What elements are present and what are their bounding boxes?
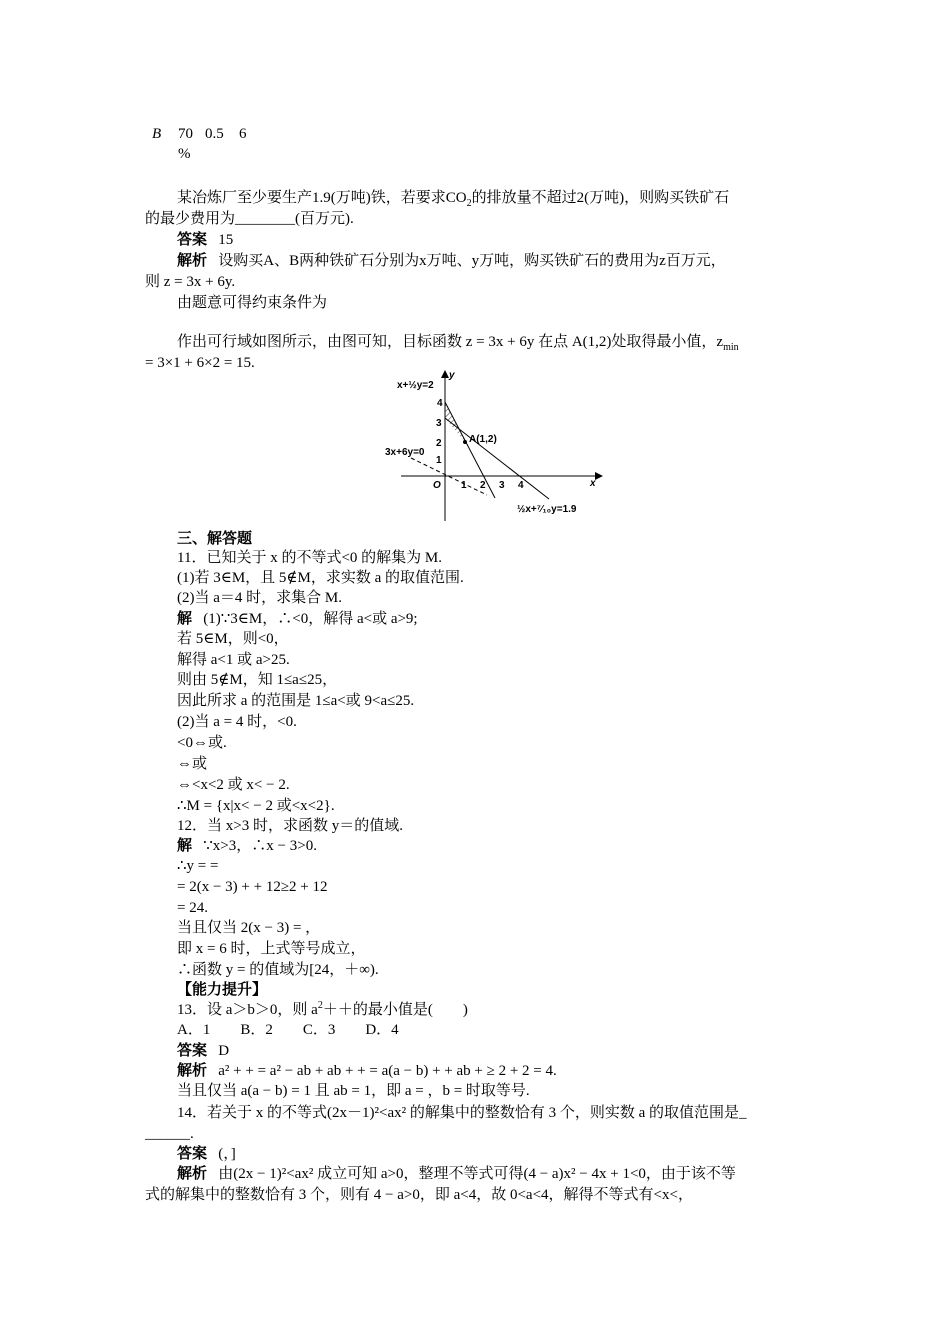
answer-value: (，] (218, 1146, 236, 1162)
table-cell-b: B (152, 126, 162, 142)
origin-label: O (433, 480, 441, 491)
q12-solution-3: = 2(x − 3) + + 12≥2 + 12 (177, 879, 328, 895)
y-tick-1: 1 (436, 455, 442, 466)
constraint-line-1 (445, 402, 495, 498)
table-cell-70: 70 (178, 126, 193, 142)
table-cell-percent: % (178, 146, 191, 162)
answer-label: 答案 (177, 1146, 208, 1162)
q12-stem: 12．当 x>3 时，求函数 y＝的值域. (177, 818, 403, 834)
q11-solution-6: (2)当 a = 4 时，<0. (177, 714, 297, 730)
answer-value: 15 (218, 232, 234, 248)
q14-stem-1: 14．若关于 x 的不等式(2x－1)²<ax² 的解集中的整数恰有 3 个，则实数 a 的取值范围是_ (177, 1105, 747, 1121)
feasible-region-graph (383, 366, 603, 524)
analysis-sub: min (723, 342, 739, 353)
q12-solution-6: 即 x = 6 时，上式等号成立， (177, 941, 366, 957)
x-axis-arrow (595, 472, 603, 480)
q11-part2: (2)当 a＝4 时，求集合 M. (177, 590, 342, 606)
q10-stem-sub: 2 (466, 198, 472, 209)
q14-analysis-1 (177, 1164, 736, 1184)
point-a-label: A(1,2) (469, 434, 497, 445)
analysis-text: 作出可行域如图所示，由图可知，目标函数 z = 3x + 6y 在点 A(1,2)处取得最小值，z (177, 334, 724, 350)
solution-text: (1)∵3∈M，∴<0，解得 a<或 a>9; (203, 611, 418, 627)
q12-solution-7: ∴函数 y = 的值域为[24，＋∞). (177, 962, 379, 978)
q13-stem-sup: 2 (317, 1000, 323, 1011)
q10-stem-part2: 的排放量不超过2(万吨)，则购买铁矿石 (471, 190, 730, 206)
q10-analysis-line2: 则 z = 3x + 6y. (145, 274, 236, 290)
q13-options: A．1 B．2 C．3 D．4 (177, 1022, 399, 1038)
q11-solution-10: ∴M = {x|x< − 2 或<x<2}. (177, 798, 335, 814)
analysis-text: 设购买A、B两种铁矿石分别为x万吨、y万吨，购买铁矿石的费用为z百万元， (218, 253, 726, 269)
q11-part1: (1)若 3∈M，且 5∉M，求实数 a 的取值范围. (177, 570, 464, 586)
analysis-text: a² + + = a² − ab + ab + + = a(a − b) + + ab + ≥ 2 + 2 = 4. (218, 1063, 557, 1079)
q10-stem-line1 (177, 188, 729, 208)
q13-stem (177, 1000, 468, 1020)
q14-stem-2: ______. (145, 1126, 194, 1142)
q11-solution-2: 若 5∈M，则<0， (177, 631, 289, 647)
solution-text: ∵x>3，∴x − 3>0. (203, 838, 317, 854)
table-cell-6: 6 (239, 126, 247, 142)
table-cell-05: 0.5 (205, 126, 224, 142)
line2-label: ½x+⁷⁄₁₀y=1.9 (517, 504, 577, 515)
q13-analysis-2: 当且仅当 a(a − b) = 1 且 ab = 1，即 a = ，b = 时取等号. (177, 1083, 530, 1099)
line1-label: x+½y=2 (397, 380, 434, 391)
q14-analysis-2: 式的解集中的整数恰有 3 个，则有 4 − a>0，即 a<4，故 0<a<4，解得不等式有<x<， (145, 1187, 693, 1203)
q13-stem-part2: ＋＋的最小值是( ) (322, 1002, 468, 1018)
ability-title: 【能力提升】 (177, 982, 268, 998)
x-tick-4: 4 (518, 480, 524, 491)
x-tick-3: 3 (499, 480, 505, 491)
y-tick-2: 2 (436, 438, 442, 449)
q10-stem-line2: 的最少费用为________(百万元). (145, 211, 354, 227)
y-axis-label: y (449, 370, 455, 381)
q10-analysis-line5: = 3×1 + 6×2 = 15. (145, 355, 255, 371)
q11-solution-1 (177, 609, 418, 629)
q11-solution-8: ⇔或 (177, 756, 208, 772)
q10-answer (177, 230, 233, 250)
solution-label: 解 (177, 838, 193, 854)
x-tick-2: 2 (480, 480, 486, 491)
q12-solution-1 (177, 836, 317, 856)
q13-analysis-1 (177, 1061, 557, 1081)
y-tick-3: 3 (436, 418, 442, 429)
answer-label: 答案 (177, 232, 208, 248)
q12-solution-4: = 24. (177, 900, 208, 916)
solution-label: 解 (177, 611, 193, 627)
point-a (463, 440, 467, 444)
q14-answer (177, 1144, 236, 1164)
q12-solution-2: ∴y = = (177, 858, 219, 874)
objective-label: 3x+6y=0 (385, 447, 425, 458)
answer-label: 答案 (177, 1043, 208, 1059)
q13-answer (177, 1041, 229, 1061)
section-title: 三、解答题 (177, 531, 253, 547)
x-tick-1: 1 (461, 480, 467, 491)
q10-analysis-line1 (177, 251, 726, 271)
q12-solution-5: 当且仅当 2(x − 3) = ， (177, 920, 321, 936)
q11-solution-5: 因此所求 a 的范围是 1≤a<或 9<a≤25. (177, 693, 415, 709)
analysis-label: 解析 (177, 253, 208, 269)
q13-stem-part1: 13．设 a＞b＞0，则 a (177, 1002, 318, 1018)
x-axis-label: x (590, 478, 596, 489)
q10-analysis-line4 (177, 332, 739, 352)
y-tick-4: 4 (437, 398, 443, 409)
q10-analysis-line3: 由题意可得约束条件为 (177, 295, 328, 311)
analysis-text: 由(2x − 1)²<ax² 成立可知 a>0，整理不等式可得(4 − a)x² − 4x + 1<0，由于该不等 (218, 1166, 736, 1182)
q10-stem-part1: 某冶炼厂至少要生产1.9(万吨)铁，若要求CO (177, 190, 467, 206)
q11-stem: 11．已知关于 x 的不等式<0 的解集为 M. (177, 550, 442, 566)
q11-solution-4: 则由 5∉M，知 1≤a≤25， (177, 672, 338, 688)
answer-value: D (218, 1043, 230, 1059)
analysis-label: 解析 (177, 1166, 208, 1182)
q11-solution-7: <0⇔或. (177, 735, 227, 751)
q11-solution-9: ⇔<x<2 或 x< − 2. (177, 777, 290, 793)
y-axis-arrow (441, 370, 449, 378)
q11-solution-3: 解得 a<1 或 a>25. (177, 652, 290, 668)
analysis-label: 解析 (177, 1063, 208, 1079)
